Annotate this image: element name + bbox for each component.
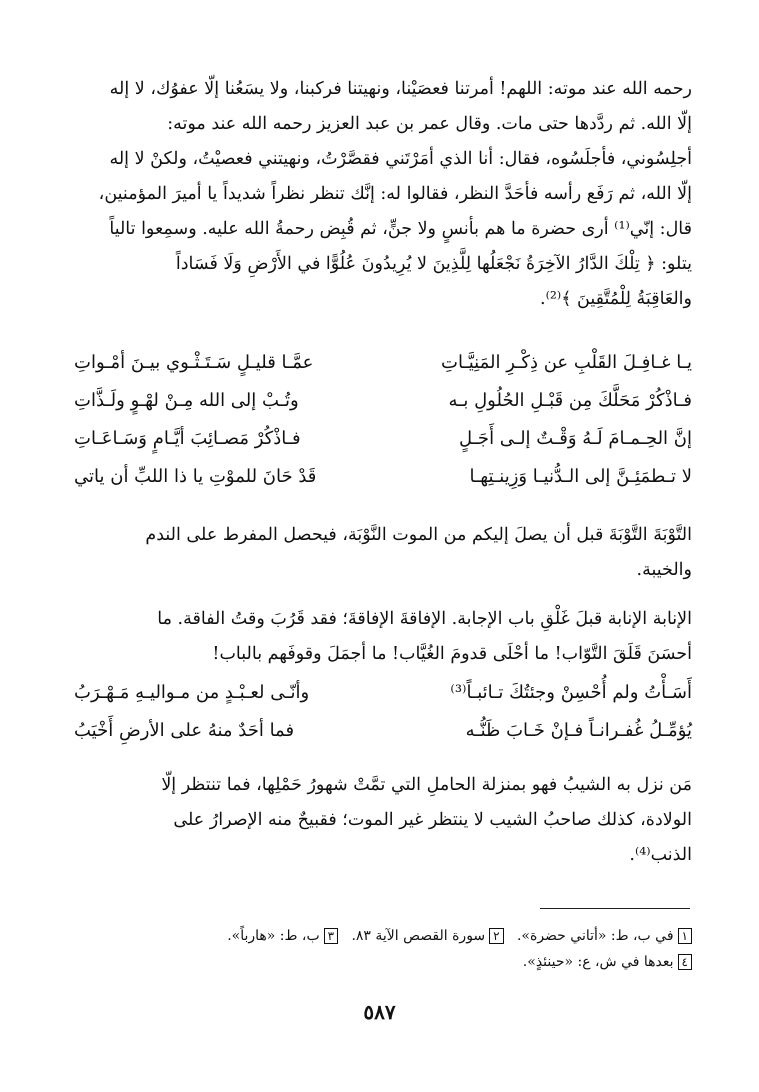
verse-first-hemistich: يُؤمِّـلُ غُفـرانـاً فـإنْ خَـابَ ظَنُّـه bbox=[465, 720, 692, 741]
text-line: والعَاقِبَةُ لِلْمُتَّقِينَ ﴾⁽²⁾. bbox=[540, 289, 692, 309]
text-line: أجلِسُوني، فأجلَسُوه، فقال: أنا الذي أمَرْتَني فقصَّرْتُ، ونهيتني فعصيْتُ، ولكنْ لا إله bbox=[109, 149, 692, 169]
verse-first-hemistich: إنَّ الحِـمـامَ لَـهُ وَقْـتٌ إلـى أَجَـلٍ bbox=[459, 428, 692, 449]
footnote-text: بعدها في ش، ع: «حينئذٍ». bbox=[522, 954, 674, 970]
verse-first-hemistich: لا تـطمَئِـنَّ إلى الـدُّنيـا وَزِينـتِهـا bbox=[469, 466, 692, 487]
footnote-text: سورة القصص الآية ٨٣. bbox=[351, 928, 486, 944]
text-line: يتلو: ﴿ تِلْكَ الدَّارُ الآخِرَةُ نَجْعَلُها لِلَّذِينَ لا يُرِيدُونَ عُلُوًّا في الأَرْضِ وَلَا فَسَاداً bbox=[175, 254, 692, 274]
paragraph-3 bbox=[74, 602, 692, 672]
footnotes-line-2 bbox=[74, 950, 692, 974]
verse-second-hemistich: وتُـبْ إلى الله مِـنْ لهْـوٍ ولَـذَّاتِ bbox=[74, 390, 299, 411]
verse-second-hemistich: قَدْ حَانَ للموْتِ يا ذا اللبِّ أن ياتي bbox=[74, 466, 317, 487]
footnote-1 bbox=[517, 928, 692, 944]
verse-first-hemistich: فـاذْكُرْ مَحَلَّكَ مِن قَبْـلِ الحُلُولِ بـه bbox=[448, 390, 692, 411]
text-line: إلّا الله، ثم رَفَع رأسه فأحَدَّ النظر، فقالوا له: إنَّك تنظر نظراً شديداً يا أميرَ المؤمنين، bbox=[98, 184, 692, 204]
verse-first-hemistich: أَسَـأْتُ ولم أُحْسِنْ وجئتُكَ تـائبـاً⁽³⁾ bbox=[450, 682, 692, 703]
verse-first-hemistich: يـا غـافِـلَ القَلْبِ عن ذِكْـرِ المَنِيَّـاتِ bbox=[441, 352, 692, 373]
poem-verse bbox=[74, 682, 692, 718]
footnotes-line-1 bbox=[74, 924, 692, 948]
text-line: قال: إنّي⁽¹⁾ أرى حضرة ما هم بأنسٍ ولا جنٍّ، ثم قُبِض رحمةُ الله عليه. وسمِعوا تالياً bbox=[109, 219, 692, 239]
text-line: والخيبة. bbox=[636, 560, 692, 580]
footnote-number: ٢ bbox=[489, 928, 503, 944]
poem-verse bbox=[74, 390, 692, 426]
footnote-3 bbox=[227, 928, 338, 944]
poem-verse bbox=[74, 428, 692, 464]
text-line: أحسَنَ قَلَقَ التَّوّاب! ما أحْلَى قدومَ الغُيَّاب! ما أجمَلَ وقوفَهم بالباب! bbox=[212, 644, 692, 664]
footnote-4 bbox=[523, 954, 692, 970]
verse-second-hemistich: فما أحَدٌ منهُ على الأرضِ أَخْيَبُ bbox=[74, 720, 295, 741]
text-line: التَّوْبَةَ التَّوْبَةَ قبل أن يصلَ إليكم من الموت النَّوْبَة، فيحصل المفرط على الندم bbox=[145, 525, 692, 545]
footnote-divider bbox=[540, 908, 690, 909]
verse-second-hemistich: وأنّـى لعـبْـدٍ من مـواليـهِ مَـهْـرَبُ bbox=[74, 682, 310, 703]
verse-second-hemistich: فـاذْكُرْ مَصـائِبَ أيَّـامٍ وَسَـاعَـاتِ bbox=[74, 428, 301, 449]
footnote-number: ٣ bbox=[324, 928, 338, 944]
poem-verse bbox=[74, 352, 692, 388]
text-line: الإنابة الإنابة قبلَ غَلْقِ باب الإجابة. الإفاقةَ الإفاقةَ؛ فقد قَرُبَ وقتُ الفاقة. ما bbox=[157, 609, 692, 629]
footnote-number: ٤ bbox=[678, 954, 692, 970]
text-line: الولادة، كذلك صاحبُ الشيب لا ينتظر غير الموت؛ فقبيحٌ منه الإصرارُ على bbox=[173, 810, 692, 830]
verse-second-hemistich: عمَّـا قليـلٍ سَـتَـثْـوي بيـنَ أمْـواتِ bbox=[74, 352, 314, 373]
paragraph-4 bbox=[74, 768, 692, 873]
footnote-2 bbox=[351, 928, 503, 944]
poem-verse bbox=[74, 720, 692, 756]
text-line: رحمه الله عند موته: اللهم! أمرتنا فعصَيْنا، ونهيتنا فركبنا، ولا يسَعُنا إلّا عفوُك، لا إله bbox=[109, 79, 692, 99]
poem-verse bbox=[74, 466, 692, 502]
footnote-text: في ب، ط: «أتاني حضرة». bbox=[516, 928, 674, 944]
page-number: ٥٨٧ bbox=[363, 1000, 396, 1024]
text-line: الذنب⁽⁴⁾. bbox=[629, 845, 692, 865]
footnote-text: ب، ط: «هارباً». bbox=[227, 928, 320, 944]
text-line: مَن نزل به الشيبُ فهو بمنزلة الحاملِ التي تمَّتْ شهورُ حَمْلِها، فما تنتظر إلّا bbox=[161, 775, 692, 795]
paragraph-1 bbox=[74, 72, 692, 317]
paragraph-2 bbox=[74, 518, 692, 588]
text-line: إلّا الله. ثم ردَّدها حتى مات. وقال عمر بن عبد العزيز رحمه الله عند موته: bbox=[167, 114, 692, 134]
footnote-number: ١ bbox=[678, 928, 692, 944]
